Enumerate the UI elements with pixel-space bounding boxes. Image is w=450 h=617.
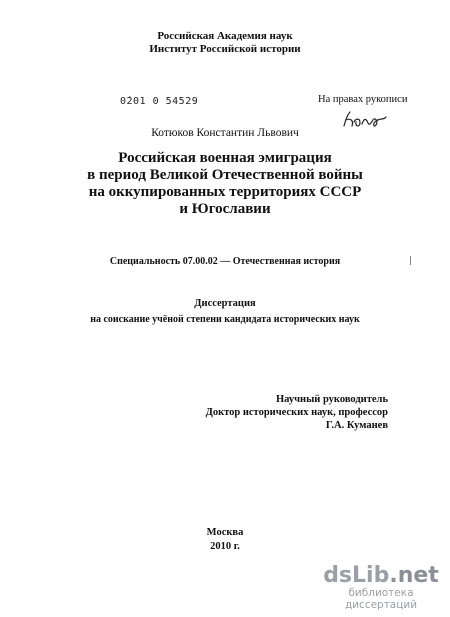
watermark-part-2: .net [389, 563, 439, 588]
rights-note: На правах рукописи [318, 94, 408, 105]
title-line-1: Российская военная эмиграция [118, 150, 332, 166]
dissertation-title [0, 150, 450, 218]
title-line-2: в период Великой Отечественной войны [87, 167, 363, 183]
institution-block [0, 30, 450, 56]
title-line-3: на оккупированных территориях СССР [88, 184, 362, 200]
watermark-logo [316, 563, 446, 589]
dissertation-heading: Диссертация [194, 298, 256, 309]
title-line-4: и Югославии [179, 201, 271, 217]
year: 2010 г. [210, 541, 240, 552]
watermark-subtitle: библиотека диссертаций [344, 587, 418, 611]
registration-number: 0́201 0 54529 [120, 96, 199, 107]
supervisor-name: Г.А. Куманев [325, 420, 388, 431]
institution-line-1: Российская Академия наук [157, 30, 293, 42]
place: Москва [206, 527, 244, 538]
author-name: Котюков Константин Львович [151, 127, 299, 139]
supervisor-degree: Доктор исторических наук, профессор [205, 407, 388, 418]
institution-line-2: Институт Российской истории [149, 43, 301, 55]
supervisor-block [206, 393, 388, 432]
dissertation-subtitle: на соискание учёной степени кандидата исторических наук [90, 314, 360, 325]
watermark-part-1: dsLib [323, 563, 390, 588]
scan-mark [410, 256, 411, 265]
watermark [316, 563, 446, 611]
specialty: Специальность 07.00.02 — Отечественная история [109, 256, 341, 267]
supervisor-role: Научный руководитель [276, 394, 388, 405]
